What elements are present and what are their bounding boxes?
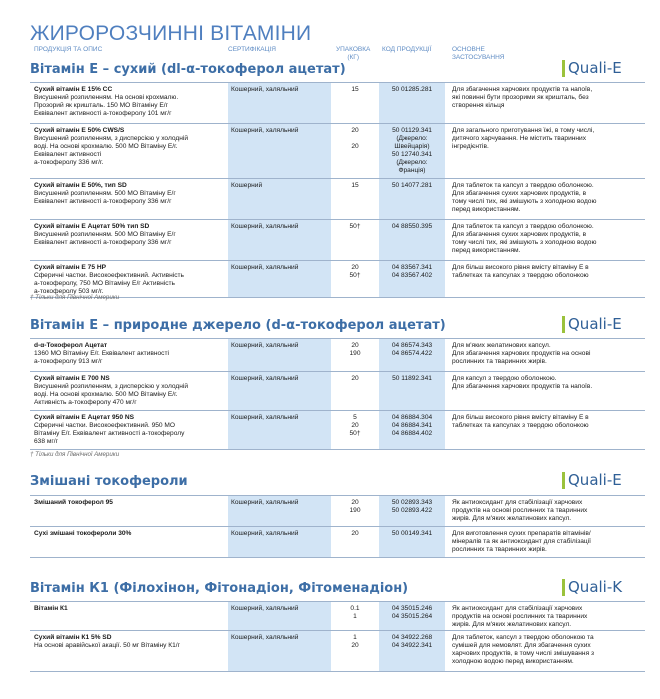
cert-cell: Кошерний [228, 179, 331, 219]
cert-cell: Кошерний, халяльний [228, 527, 331, 557]
product-name: Сухий вітамін Е 75 HP [34, 264, 106, 271]
application-cell: Для м'яких желатинових капсул. Для збагачення харчових продуктів на основі рослинних та тваринних жирів. [452, 342, 591, 365]
table-row [30, 82, 645, 123]
page-title: ЖИРОРОЗЧИННІ ВІТАМІНИ [30, 22, 312, 46]
pack-cell: 50† [349, 223, 361, 230]
table-row [30, 178, 645, 219]
product-desc: Висушений розпиленням, з дисперсією у холодній воді. На основі крохмалю. 500 МО Вітаміну Е/г. Активність а-токоферолу 470 мг/г [34, 383, 189, 406]
pack-cell: 20 [351, 375, 359, 382]
cert-cell: Кошерний, халяльний [228, 261, 331, 297]
header-app: ОСНОВНЕ ЗАСТОСУВАННЯ [452, 46, 505, 61]
cert-cell: Кошерний, халяльний [228, 602, 331, 630]
cert-cell: Кошерний, халяльний [228, 631, 331, 671]
table-row [30, 123, 645, 178]
product-desc: Сферичні частки. Високоефективний. Активність а-токоферолу, 750 МО Вітаміну Е/г Активність а-токоферолу 503 мг/г. [34, 272, 184, 295]
table-row [30, 601, 645, 630]
section-title-vitamin-e-natural: Вітамін Е – природне джерело (d-α-токоферол ацетат) [30, 318, 446, 333]
header-pack: УПАКОВКА (КГ) [336, 46, 371, 61]
code-cell: 50 01129.341 (Джерело: Швейцарія) 50 12740.341 (Джерело: Франція) [379, 124, 445, 178]
product-desc: На основі аравійської акації. 50 мг Вітаміну К1/г [34, 642, 181, 649]
product-name: d-α-Токоферол Ацетат [34, 342, 108, 349]
pack-cell: 5 20 50† [349, 414, 361, 437]
footnote-north-america: † Тільки для Північної Америки [30, 294, 120, 301]
cert-cell: Кошерний, халяльний [228, 83, 331, 123]
quali-e-logo: Quali-E [562, 60, 622, 77]
product-name: Сухий вітамін К1 5% SD [34, 634, 112, 641]
section-title-vitamin-e-dry: Вітамін Е – сухий (dl-α-токоферол ацетат) [30, 62, 346, 77]
pack-cell: 15 [351, 182, 359, 189]
product-name: Сухі змішані токофероли 30% [34, 530, 132, 537]
application-cell: Для більш високого рівня вмісту вітаміну Е в таблетках та капсулах з твердою оболонкою [452, 264, 589, 279]
application-cell: Для загального приготування їжі, в тому числі, дитячого харчування. Не містить тваринних інгредієнтів. [452, 127, 595, 150]
product-desc: Висушений розпиленням. 500 МО Вітаміну Е/г Еквівалент активності а-токоферолу 336 мг/г [34, 231, 176, 246]
application-cell: Для таблеток, капсул з твердою оболонкою та сумішей для немовлят. Для збагачення сухих харчових продуктів, в тому числі змішування з холодною водою перед використанням. [452, 634, 595, 665]
cert-cell: Кошерний, халяльний [228, 411, 331, 449]
header-cert: СЕРТИФІКАЦІЯ [228, 46, 276, 53]
code-cell: 04 88550.395 [379, 220, 445, 260]
application-cell: Для таблеток та капсул з твердою оболонкою. Для збагачення сухих харчових продуктів, в тому числі тих, які змішують з холодною водою перед використанням. [452, 182, 597, 213]
product-desc: Висушений розпиленням, з дисперсією у холодній воді. На основі крохмалю. 500 МО Вітаміну Е/г. Еквівалент активності а-токоферолу 336 мг/г. [34, 135, 189, 166]
table-row [30, 495, 645, 526]
code-cell: 04 34922.268 04 34922.341 [379, 631, 445, 671]
pack-cell: 0.1 1 [350, 605, 360, 620]
application-cell: Для таблеток та капсул з твердою оболонкою. Для збагачення сухих харчових продуктів, в тому числі тих, які змішують з холодною водою перед використанням. [452, 223, 597, 254]
product-name: Сухий вітамін Е Ацетат 950 NS [34, 414, 134, 421]
code-cell: 50 01285.281 [379, 83, 445, 123]
application-cell: Для виготовлення сухих препаратів вітамінів/ мінералів та як антиоксидант для стабілізації рослинних та тваринних жирів. [452, 530, 591, 553]
code-cell: 50 02893.343 50 02893.422 [379, 496, 445, 526]
quali-e-logo: Quali-E [562, 472, 622, 489]
pack-cell: 1 20 [351, 634, 359, 649]
section-title-mixed-tocopherols: Змішані токофероли [30, 474, 188, 489]
table-vitamin-e-natural [30, 338, 645, 450]
product-name: Змішаний токоферол 95 [34, 499, 113, 506]
table-row [30, 371, 645, 410]
cert-cell: Кошерний, халяльний [228, 339, 331, 371]
pack-cell: 20 50† [349, 264, 361, 279]
quali-e-logo: Quali-E [562, 316, 622, 333]
application-cell: Для більш високого рівня вмісту вітаміну Е в таблетках та капсулах з твердою оболонкою [452, 414, 589, 429]
pack-cell: 20 190 [349, 342, 361, 357]
application-cell: Для збагачення харчових продуктів та напоїв, які повинні бути прозорими як кришталь, без створення кільця [452, 86, 593, 109]
table-row [30, 526, 645, 558]
table-row [30, 338, 645, 371]
table-row [30, 630, 645, 672]
application-cell: Для капсул з твердою оболонкою. Для збагачення харчових продуктів та напоїв. [452, 375, 593, 390]
cert-cell: Кошерний, халяльний [228, 220, 331, 260]
application-cell: Як антиоксидант для стабілізації харчових продуктів на основі рослинних та тваринних жирів. Для м'яких желатинових капсул. [452, 605, 588, 628]
code-cell: 50 14077.281 [379, 179, 445, 219]
section-title-vitamin-k1: Вітамін К1 (Філохінон, Фітонадіон, Фітоменадіон) [30, 581, 409, 596]
table-row [30, 260, 645, 298]
code-cell: 04 83567.341 04 83567.402 [379, 261, 445, 297]
product-name: Сухий вітамін Е Ацетат 50% тип SD [34, 223, 150, 230]
cert-cell: Кошерний, халяльний [228, 372, 331, 410]
pack-cell: 20 190 [349, 499, 361, 514]
product-desc: 1360 МО Вітаміну Е/г. Еквівалент активності а-токоферолу 913 мг/г [34, 350, 169, 365]
pack-cell: 15 [351, 86, 359, 93]
header-code: КОД ПРОДУКЦІЇ [382, 46, 432, 53]
cert-cell: Кошерний, халяльний [228, 124, 331, 178]
table-row [30, 410, 645, 450]
code-cell: 04 86574.343 04 86574.422 [379, 339, 445, 371]
product-name: Сухий вітамін Е 50%, тип SD [34, 182, 127, 189]
table-mixed-tocopherols [30, 495, 645, 558]
product-desc: Висушений розпиленням. На основі крохмалю. Прозорий як кришталь. 150 МО Вітаміну Е/г Еквівалент активності а-токоферолу 101 мг/г [34, 94, 179, 117]
pack-cell: 20 [351, 530, 359, 537]
code-cell: 04 35015.246 04 35015.264 [379, 602, 445, 630]
product-name: Сухий вітамін Е 700 NS [34, 375, 110, 382]
cert-cell: Кошерний, халяльний [228, 496, 331, 526]
pack-cell: 20 20 [351, 127, 359, 150]
product-desc: Висушений розпиленням. 500 МО Вітаміну Е/г Еквівалент активності а-токоферолу 336 мг/г [34, 190, 176, 205]
code-cell: 04 86884.304 04 86884.341 04 86884.402 [379, 411, 445, 449]
application-cell: Як антиоксидант для стабілізації харчових продуктів на основі рослинних та тваринних жирів. Для м'яких желатинових капсул. [452, 499, 588, 522]
table-vitamin-e-dry [30, 82, 645, 298]
code-cell: 50 00149.341 [379, 527, 445, 557]
header-product: ПРОДУКЦІЯ ТА ОПИС [34, 46, 103, 53]
product-name: Сухий вітамін Е 15% CC [34, 86, 113, 93]
table-vitamin-k1 [30, 601, 645, 672]
code-cell: 50 11892.341 [379, 372, 445, 410]
table-row [30, 219, 645, 260]
product-name: Вітамін К1 [34, 605, 68, 612]
footnote-north-america: † Тільки для Північної Америки [30, 451, 120, 458]
product-name: Сухий вітамін Е 50% CWS/S [34, 127, 125, 134]
product-desc: Сферичні частки. Високоефективний. 950 МО Вітаміну Е/г. Еквівалент активності а-токоферолу 638 мг/г [34, 422, 185, 445]
quali-k-logo: Quali-K [562, 579, 622, 596]
